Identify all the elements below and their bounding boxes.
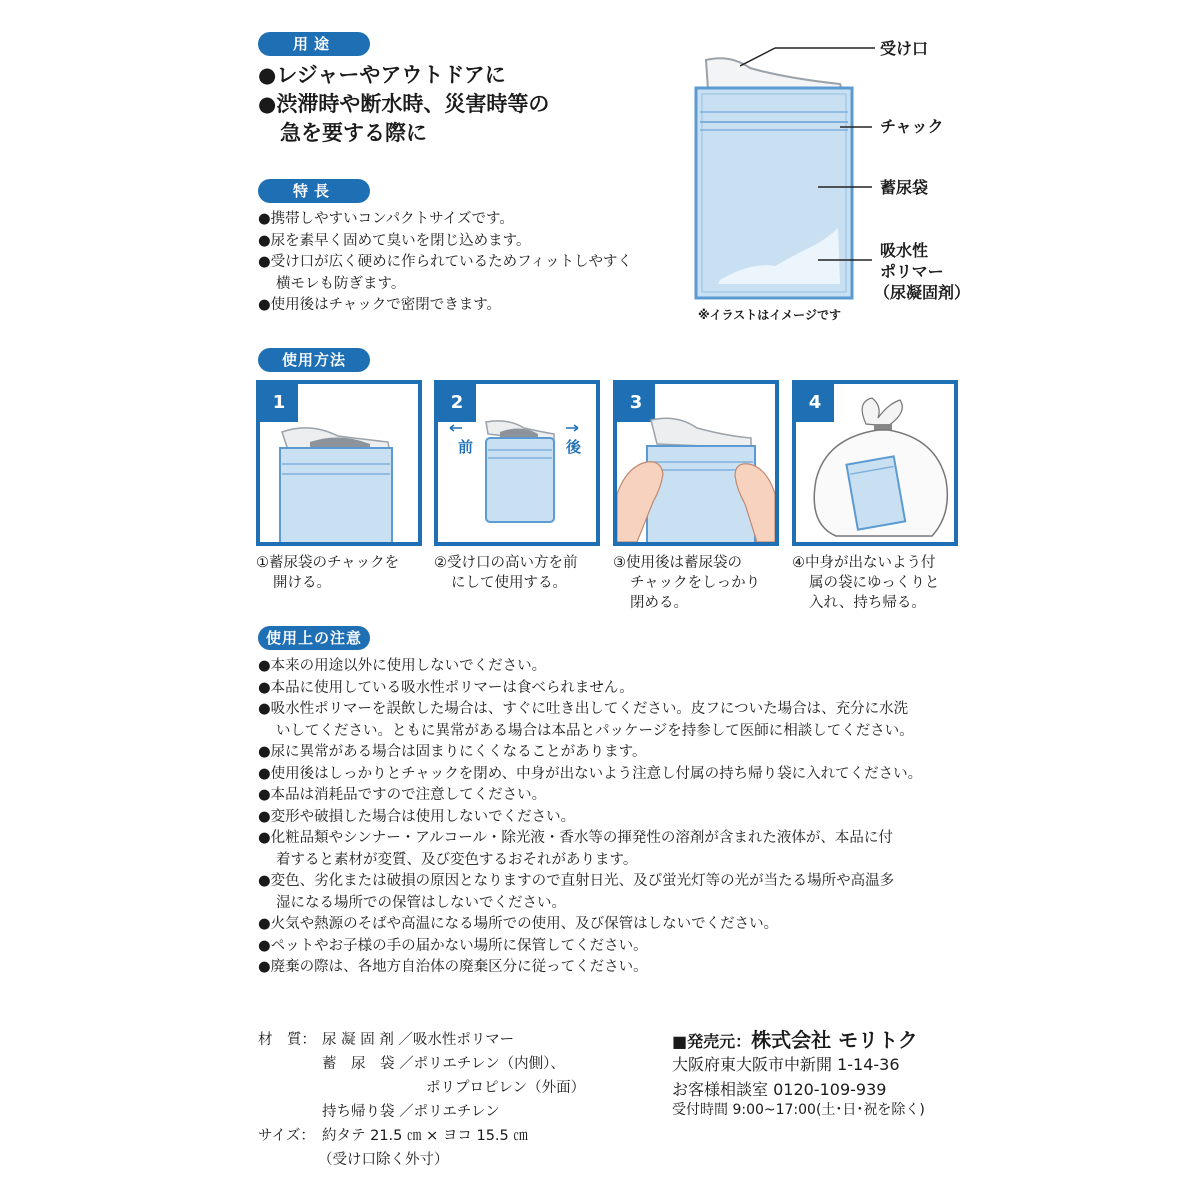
step-number: 2 <box>438 384 476 422</box>
step-4-caption <box>792 553 964 613</box>
step-1-illustration <box>260 384 418 542</box>
front-label: 前 <box>458 438 474 456</box>
seller-line <box>672 1024 918 1053</box>
caution-line: ●火気や熱源のそばや高温になる場所での使用、及び保管はしないでください。 <box>258 916 779 932</box>
label-bag: 蓄尿袋 <box>880 178 929 197</box>
label-polymer-1: 吸水性 <box>880 241 929 260</box>
step-1-panel <box>256 380 422 546</box>
caution-line: ●尿に異常がある場合は固まりにくくなることがあります。 <box>258 744 647 760</box>
material-row: ポリプロピレン（外面） <box>426 1080 586 1096</box>
step-3-illustration <box>617 384 775 542</box>
caution-line: 着すると素材が変質、及び変色するおそれがあります。 <box>276 851 638 868</box>
feature-line: ●使用後はチャックで密閉できます。 <box>258 297 502 313</box>
cautions-heading: 使用上の注意 <box>258 626 370 650</box>
size-note: （受け口除く外寸） <box>318 1152 449 1168</box>
step-2-illustration <box>438 384 596 542</box>
step-2-panel <box>434 380 600 546</box>
step-4-illustration <box>796 384 954 542</box>
caution-line: ●本来の用途以外に使用しないでください。 <box>258 658 547 674</box>
feature-line: 横モレも防ぎます。 <box>276 275 406 292</box>
seller-phone: お客様相談室 0120-109-939 <box>672 1080 887 1099</box>
step-caption-line: 開ける。 <box>273 575 331 591</box>
materials-label: 材 質： <box>258 1032 316 1048</box>
step-caption-line: チャックをしっかり <box>630 575 761 591</box>
step-caption-line: 属の袋にゆっくりと <box>809 575 940 591</box>
size-label: サイズ： <box>258 1128 315 1144</box>
caution-line: ●本品は消耗品ですので注意してください。 <box>258 787 547 803</box>
step-3-panel <box>613 380 779 546</box>
caution-line: ●変形や破損した場合は使用しないでください。 <box>258 808 576 825</box>
uses-heading: 用途 <box>258 32 370 56</box>
uses-item-2: ●渋滞時や断水時、災害時等の <box>258 92 550 116</box>
step-number: 4 <box>796 384 834 422</box>
step-2-caption <box>434 553 606 593</box>
caution-line: ●本品に使用している吸水性ポリマーは食べられません。 <box>258 679 634 696</box>
label-polymer-2: ポリマー <box>880 262 944 281</box>
seller-hours: 受付時間 9:00~17:00(土･日･祝を除く) <box>672 1102 925 1118</box>
step-caption-line: ③使用後は蓄尿袋の <box>613 555 742 571</box>
step-caption-line: ②受け口の高い方を前 <box>434 555 578 571</box>
seller-label: ■発売元： <box>672 1032 752 1051</box>
feature-line: ●受け口が広く硬めに作られているためフィットしやすく <box>258 254 632 270</box>
leader-line <box>740 48 775 66</box>
uses-item-2-cont: 急を要する際に <box>280 121 427 145</box>
caution-line: 湿になる場所での保管はしないでください。 <box>276 894 566 911</box>
step-caption-line: にして使用する。 <box>451 575 567 591</box>
feature-line: ●携帯しやすいコンパクトサイズです。 <box>258 211 514 227</box>
label-polymer-3: （尿凝固剤） <box>874 283 971 302</box>
cautions-list <box>258 656 922 979</box>
step-caption-line: 閉める。 <box>630 595 688 611</box>
step-3-caption <box>613 553 785 613</box>
caution-line: ●化粧品類やシンナー・アルコール・除光液・香水等の揮発性の溶剤が含まれた液体が、本品に付 <box>258 830 893 846</box>
step-4-panel <box>792 380 958 546</box>
howto-heading: 使用方法 <box>258 348 370 372</box>
caution-line: ●吸水性ポリマーを誤飲した場合は、すぐに吐き出してください。皮フについた場合は、充分に水洗 <box>258 701 909 717</box>
back-label: 後 <box>566 438 582 456</box>
diagram-leaders <box>740 40 880 270</box>
step-caption-line: ④中身が出ないよう付 <box>792 555 936 571</box>
material-row: 蓄 尿 袋 ／ポリエチレン（内側）、 <box>322 1056 565 1072</box>
label-spout: 受け口 <box>880 39 929 58</box>
material-row: 持ち帰り袋 ／ポリエチレン <box>322 1104 500 1120</box>
seller-address: 大阪府東大阪市中新開 1-14-36 <box>672 1055 900 1074</box>
step-1-caption <box>256 553 428 593</box>
features-list <box>258 209 632 317</box>
uses-item-1: ●レジャーやアウトドアに <box>258 63 506 87</box>
size-value: 約タテ 21.5 ㎝ × ヨコ 15.5 ㎝ <box>322 1128 528 1144</box>
step-caption-line: ①蓄尿袋のチャックを <box>256 555 400 571</box>
caution-line: ●廃棄の際は、各地方自治体の廃棄区分に従ってください。 <box>258 959 648 975</box>
label-zipper: チャック <box>880 117 944 136</box>
features-heading: 特長 <box>258 179 370 203</box>
caution-line: ●変色、劣化または破損の原因となりますので直射日光、及び蛍光灯等の光が当たる場所や高温多 <box>258 873 895 889</box>
caution-line: ●使用後はしっかりとチャックを閉め、中身が出ないよう注意し付属の持ち帰り袋に入れてください。 <box>258 765 923 782</box>
material-row: 尿 凝 固 剤 ／吸水性ポリマー <box>322 1032 515 1048</box>
seller-company: 株式会社 モリトク <box>751 1028 918 1052</box>
caution-line: いしてください。ともに異常がある場合は本品とパッケージを持参して医師に相談してください。 <box>276 722 914 739</box>
illustration-note: ※イラストはイメージです <box>698 308 841 322</box>
step-caption-line: 入れ、持ち帰る。 <box>809 595 926 611</box>
step-number: 3 <box>617 384 655 422</box>
feature-line: ●尿を素早く固めて臭いを閉じ込めます。 <box>258 232 531 249</box>
caution-line: ●ペットやお子様の手の届かない場所に保管してください。 <box>258 937 648 954</box>
step-number: 1 <box>260 384 298 422</box>
